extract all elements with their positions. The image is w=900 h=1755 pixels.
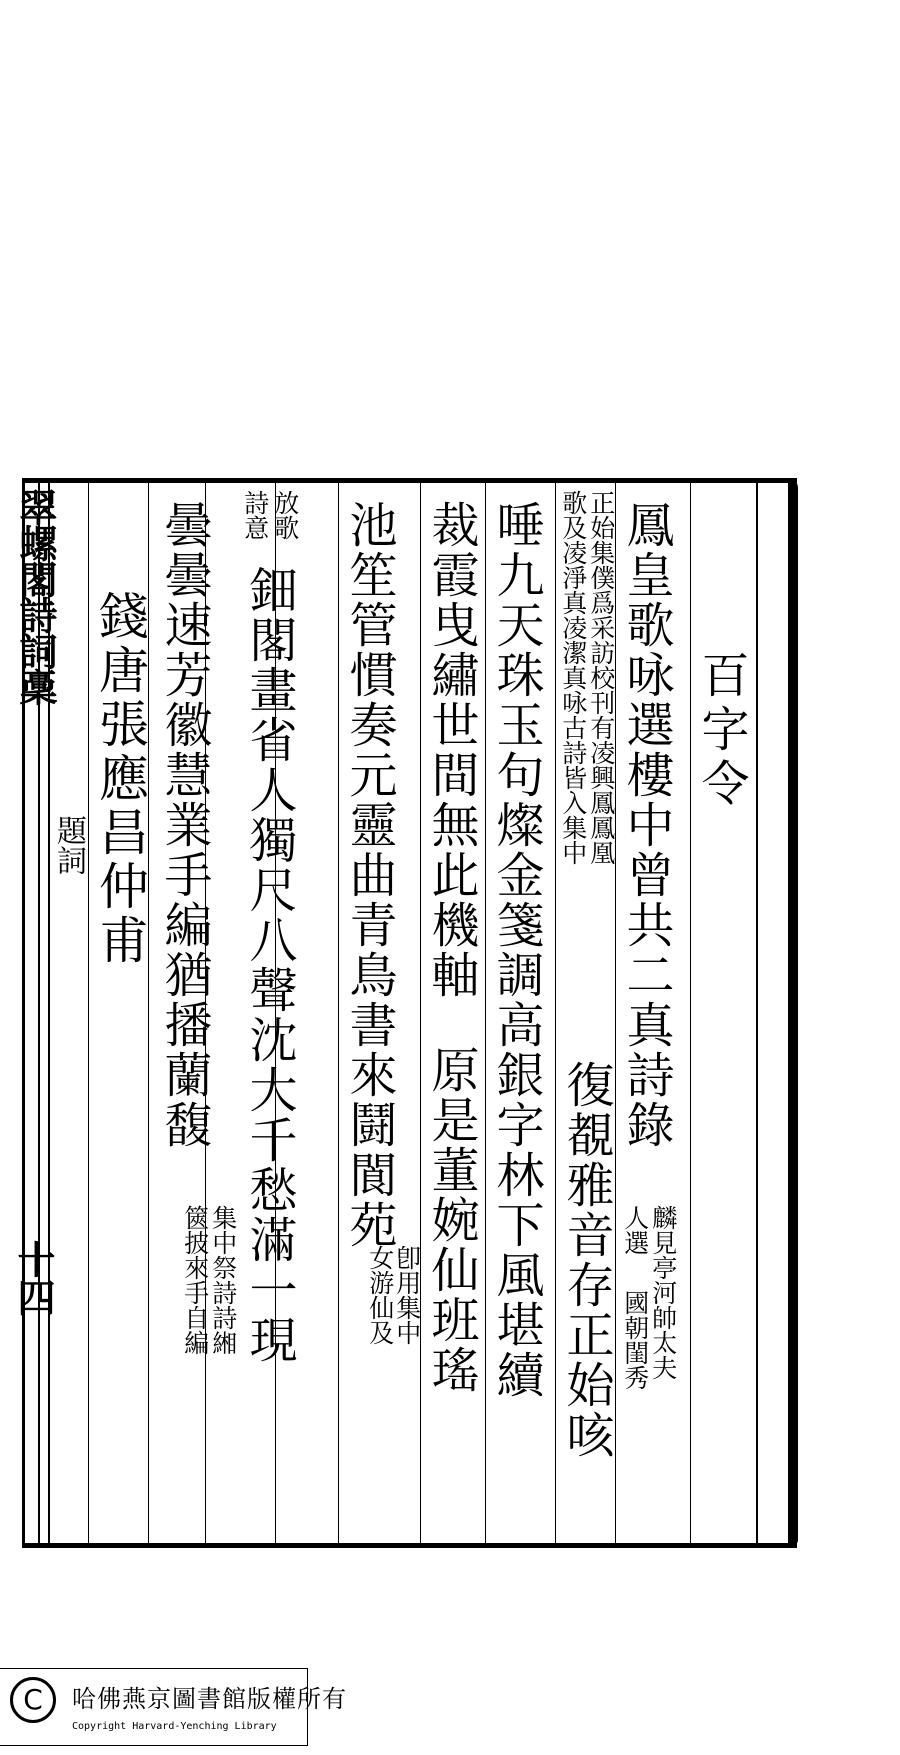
- annotation-5a: 卽用集中: [392, 1245, 422, 1345]
- annotation-5b: 女游仙及: [365, 1245, 395, 1345]
- annotation-2b: 歌及凌淨真凌潔真咏古詩皆入集中: [558, 490, 588, 865]
- right-frame-edge: [788, 478, 798, 1548]
- text-column-6: 鈿閣畫省人獨尺八聲沈大千愁滿一現: [241, 565, 297, 1365]
- column-rule: [690, 478, 691, 1548]
- annotation-1c: 國朝閨秀: [620, 1290, 650, 1390]
- annotation-1a: 麟見亭河帥太夫: [648, 1205, 678, 1380]
- text-column-4a: 裁霞曳繡世間無此機軸: [423, 500, 479, 1000]
- column-rule: [555, 478, 556, 1548]
- copyright-icon: C: [10, 1677, 56, 1723]
- annotation-6b: 詩意: [240, 490, 270, 540]
- annotation-7a: 集中祭詩詩緗: [208, 1205, 238, 1355]
- text-column-4b: 原是董婉仙班瑤: [423, 1045, 479, 1395]
- page-number: 十四: [11, 1240, 56, 1316]
- copyright-chinese: 哈佛燕京圖書館版權所有: [72, 1685, 347, 1713]
- copyright-stamp: [0, 1668, 347, 1746]
- text-column-3: 唾九天珠玉句燦金箋調高銀字林下風堪續: [488, 500, 544, 1400]
- copyright-english: Copyright Harvard-Yenching Library: [72, 1721, 277, 1732]
- book-title: 翠螺閣詩詞稾: [13, 488, 58, 704]
- annotation-2a: 正始集僕爲采訪校刊有凌興鳳鳳凰: [586, 490, 616, 865]
- text-column-5: 池笙管慣奏元靈曲青鳥書來鬪閬苑: [341, 500, 397, 1250]
- annotation-7b: 篋披來手自編: [180, 1205, 210, 1355]
- column-rule: [88, 478, 89, 1548]
- text-column-1: 鳳皇歌咏選樓中曾共二真詩錄: [618, 500, 674, 1150]
- column-rule: [338, 478, 339, 1548]
- annotation-1b: 人選: [620, 1205, 650, 1255]
- text-column-7: 曇曇速芳徽慧業手編猶播蘭馥: [156, 500, 212, 1150]
- column-rule: [485, 478, 486, 1548]
- section-label: 題詞: [51, 815, 86, 875]
- author-signature: 錢唐張應昌仲甫: [91, 590, 149, 968]
- column-rule: [420, 478, 421, 1548]
- poem-title: 百字令: [693, 650, 749, 812]
- annotation-6a: 放歌: [270, 490, 300, 540]
- inner-right-border: [756, 478, 758, 1548]
- text-column-2: 復覩雅音存正始咳: [558, 1060, 614, 1460]
